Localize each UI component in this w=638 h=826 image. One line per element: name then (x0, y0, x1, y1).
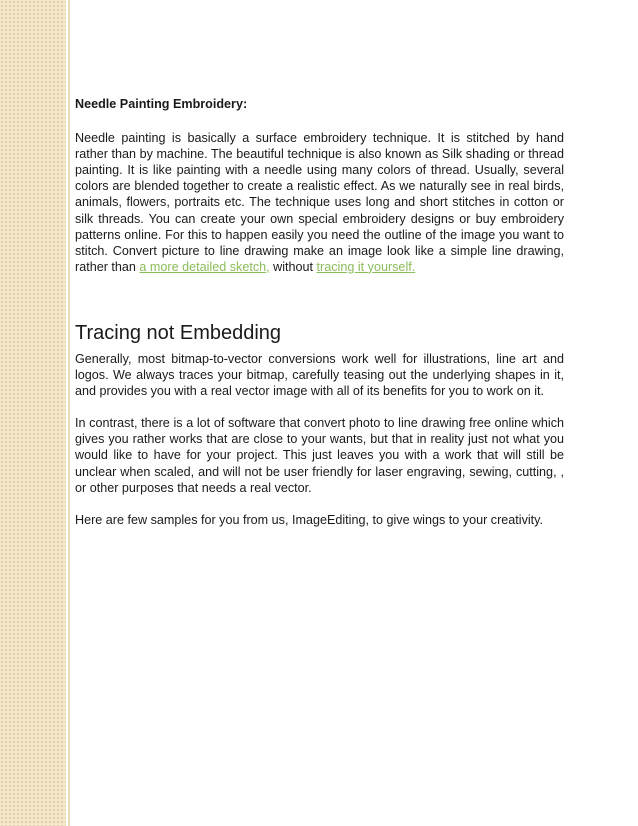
tracing-paragraph-2: In contrast, there is a lot of software that convert photo to line drawing free online which gives you rather works that are close to your wants, but that in reality just not what you would like to have for your project. This just leaves you with a work that will still be unclear when scaled, and will not be user friendly for laser engraving, sewing, cutting, , or other purposes that needs a real vector. (75, 416, 564, 495)
needle-painting-text: Needle painting is basically a surface embroidery technique. It is stitched by hand rather than by machine. The beautiful technique is also known as Silk shading or thread painting. It is like painting with a needle using many colors of thread. Usually, several colors are blended together to create a realistic effect. As we naturally see in real birds, animals, flowers, portraits etc. The technique uses long and short stitches in cotton or silk threads. You can create your own special embroidery designs or buy embroidery patterns online. For this to happen easily you need the outline of the image you want to stitch. Convert picture to line drawing make an image look like a simple line drawing, rather than (75, 131, 564, 274)
section-heading-tracing: Tracing not Embedding (75, 321, 282, 344)
needle-painting-paragraph (75, 130, 564, 275)
document-body (75, 96, 564, 528)
decorative-margin-band (0, 0, 66, 826)
tracing-yourself-link[interactable]: tracing it yourself. (316, 259, 416, 274)
link-connector-text: without (269, 259, 317, 274)
tracing-paragraph-3: Here are few samples for you from us, ImageEditing, to give wings to your creativity. (75, 512, 544, 527)
margin-rule (68, 0, 70, 826)
section-heading-needle-painting: Needle Painting Embroidery: (75, 97, 248, 111)
tracing-paragraph-1: Generally, most bitmap-to-vector conversions work well for illustrations, line art and logos. We always traces your bitmap, carefully teasing out the underlying shapes in it, and provides you with a real vector image with all of its benefits for you to work on it. (75, 351, 564, 399)
detailed-sketch-link[interactable]: a more detailed sketch, (139, 259, 270, 274)
